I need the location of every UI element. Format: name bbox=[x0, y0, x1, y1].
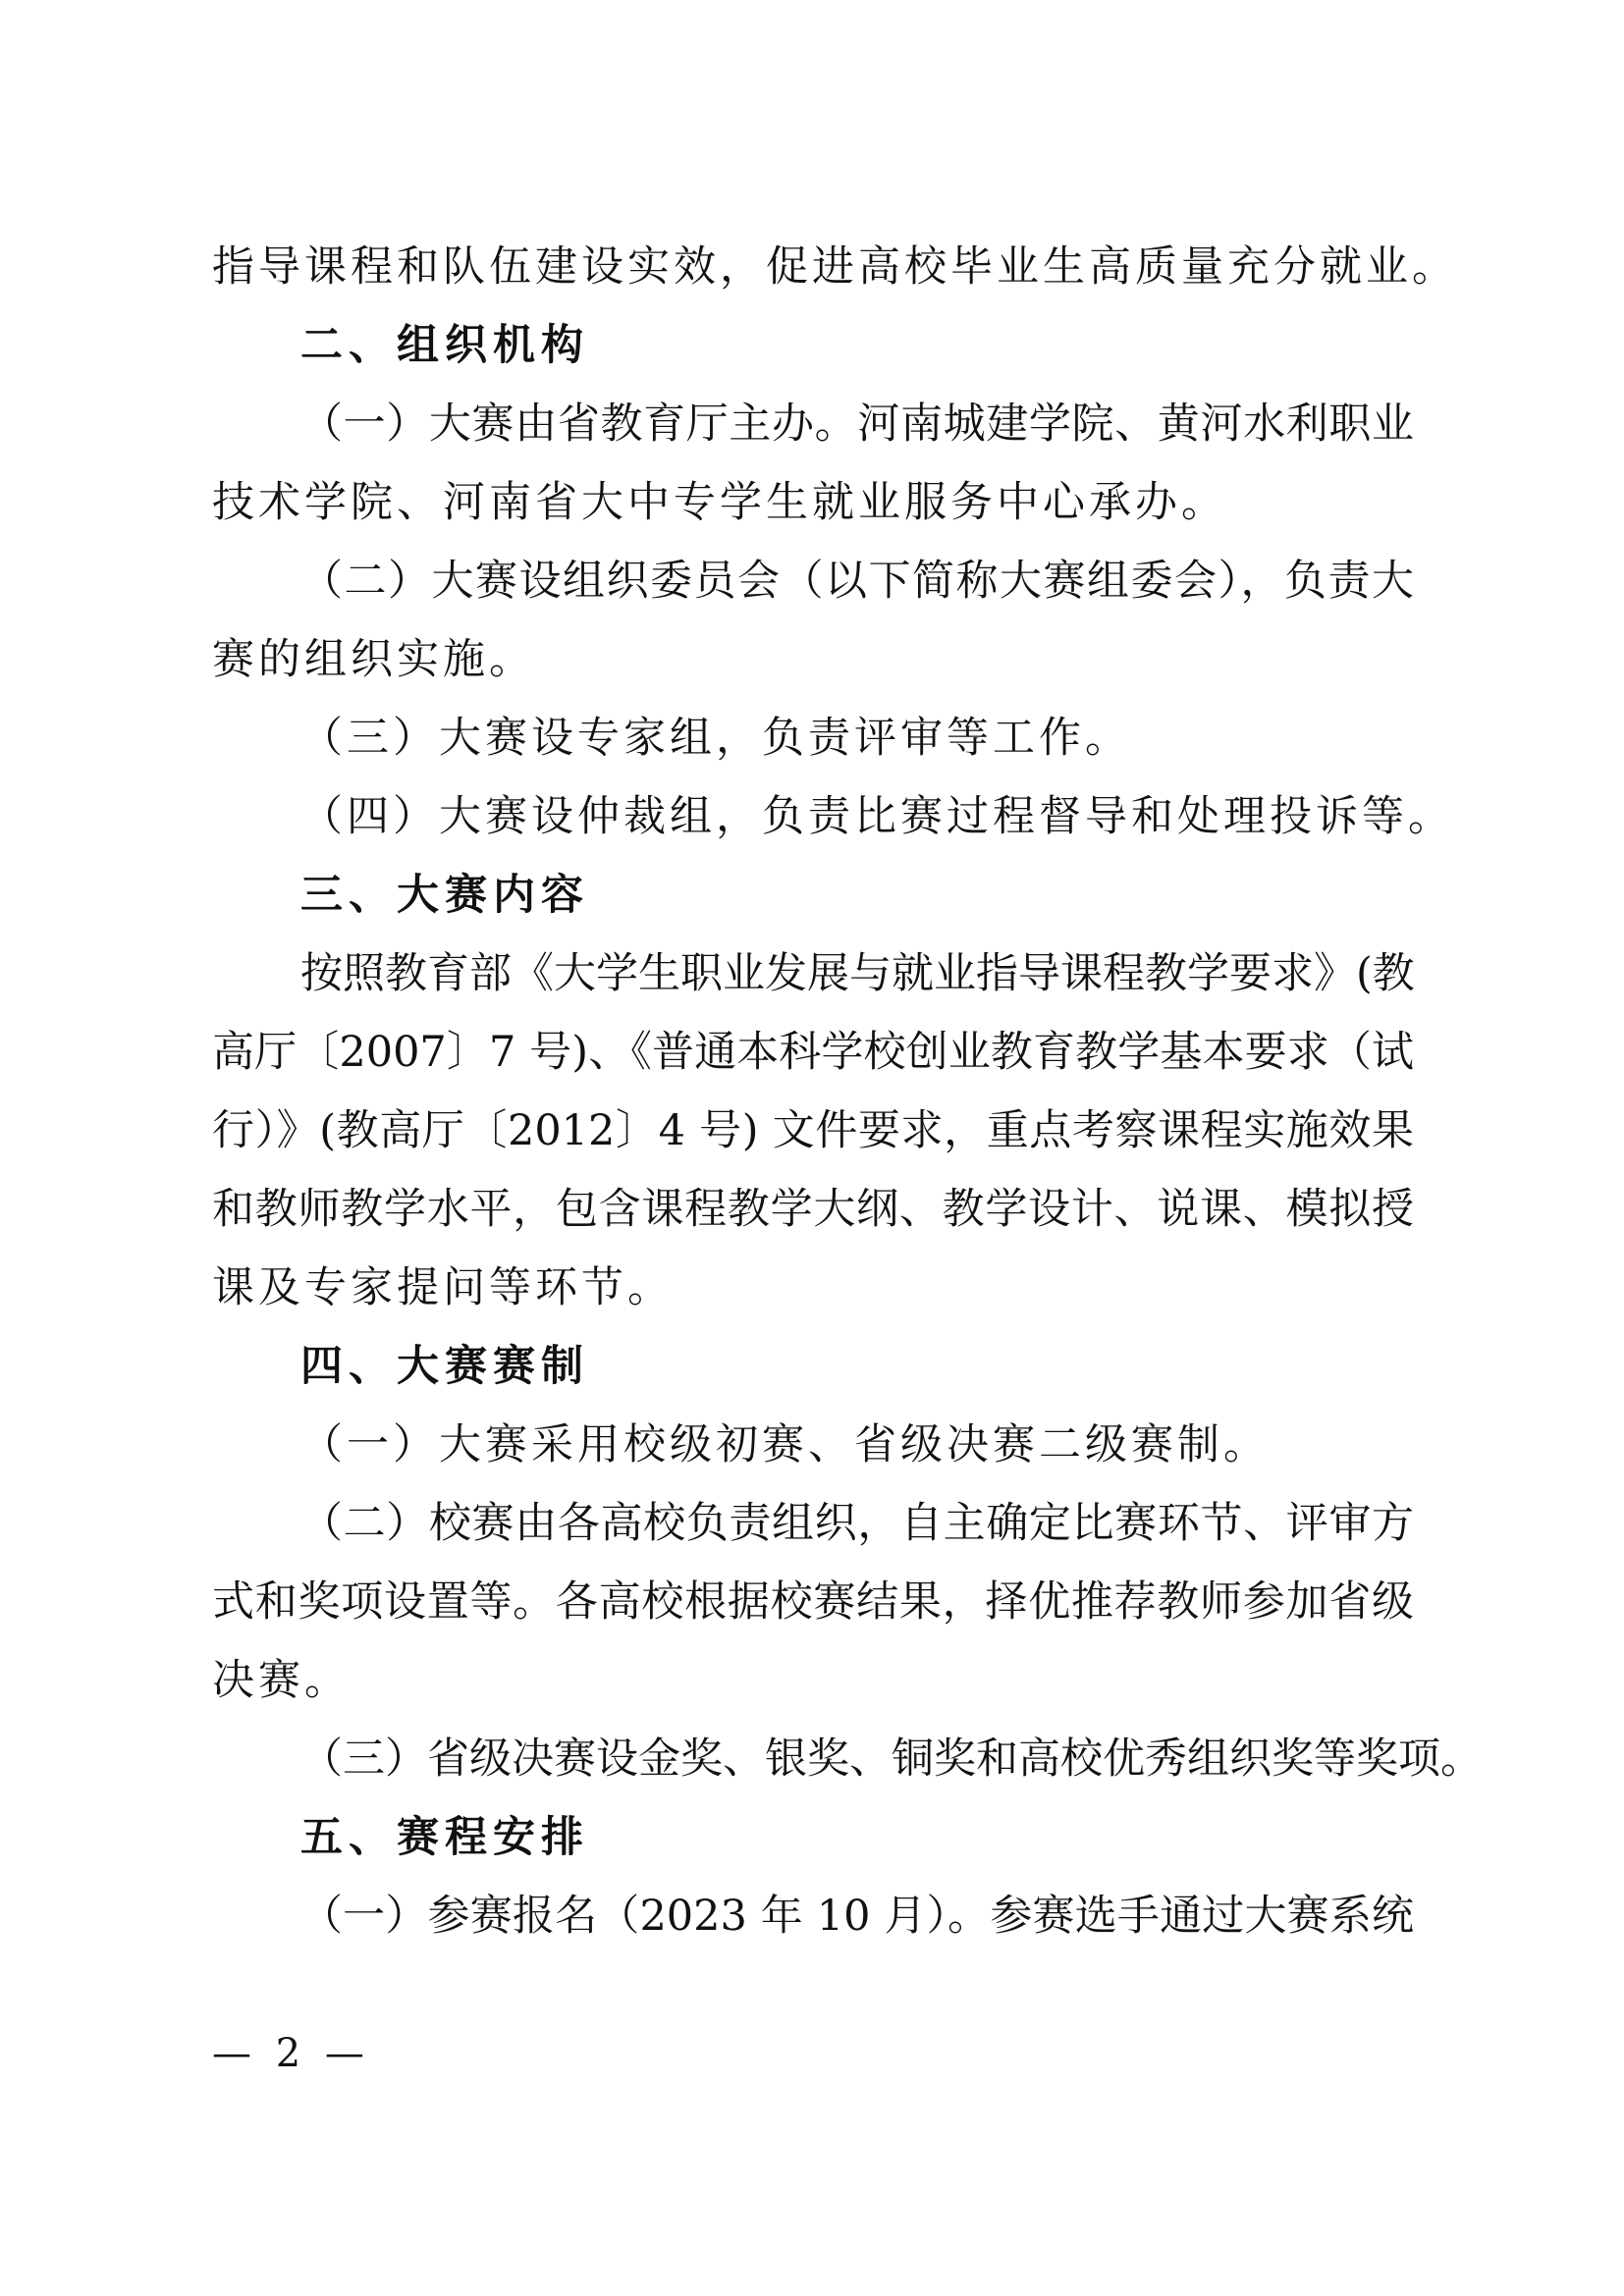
paragraph-line: （二）大赛设组织委员会（以下简称大赛组委会），负责大 bbox=[300, 557, 1414, 606]
section-heading: 五、赛程安排 bbox=[300, 1813, 589, 1862]
section-heading: 四、大赛赛制 bbox=[300, 1342, 589, 1391]
page-number: — 2 — bbox=[212, 2031, 370, 2076]
paragraph-line: 行）》(教高厅〔2012〕4 号) 文件要求，重点考察课程实施效果 bbox=[212, 1106, 1414, 1155]
paragraph-line: （二）校赛由各高校负责组织，自主确定比赛环节、评审方 bbox=[300, 1499, 1414, 1548]
section-heading: 三、大赛内容 bbox=[300, 871, 589, 920]
paragraph-line: （一）参赛报名（2023 年 10 月）。参赛选手通过大赛系统 bbox=[300, 1892, 1414, 1941]
paragraph-line: （一）大赛采用校级初赛、省级决赛二级赛制。 bbox=[300, 1420, 1270, 1469]
paragraph-line: （三）省级决赛设金奖、银奖、铜奖和高校优秀组织奖等奖项。 bbox=[300, 1735, 1483, 1784]
paragraph-line: 赛的组织实施。 bbox=[212, 635, 535, 684]
paragraph-line: 决赛。 bbox=[212, 1656, 351, 1705]
paragraph-line: 按照教育部《大学生职业发展与就业指导课程教学要求》(教 bbox=[300, 949, 1415, 998]
paragraph-line: 指导课程和队伍建设实效，促进高校毕业生高质量充分就业。 bbox=[212, 242, 1458, 292]
paragraph-line: 高厅〔2007〕7 号)、《普通本科学校创业教育教学基本要求（试 bbox=[212, 1028, 1414, 1077]
section-heading: 二、组织机构 bbox=[300, 321, 589, 370]
paragraph-line: 式和奖项设置等。各高校根据校赛结果，择优推荐教师参加省级 bbox=[212, 1577, 1414, 1627]
paragraph-line: （三）大赛设专家组，负责评审等工作。 bbox=[300, 714, 1131, 763]
paragraph-line: 和教师教学水平，包含课程教学大纲、教学设计、说课、模拟授 bbox=[212, 1185, 1414, 1234]
paragraph-line: 技术学院、河南省大中专学生就业服务中心承办。 bbox=[212, 478, 1227, 527]
paragraph-line: （一）大赛由省教育厅主办。河南城建学院、黄河水利职业 bbox=[300, 400, 1414, 449]
paragraph-line: 课及专家提问等环节。 bbox=[212, 1263, 674, 1312]
paragraph-line: （四）大赛设仲裁组，负责比赛过程督导和处理投诉等。 bbox=[300, 792, 1454, 841]
